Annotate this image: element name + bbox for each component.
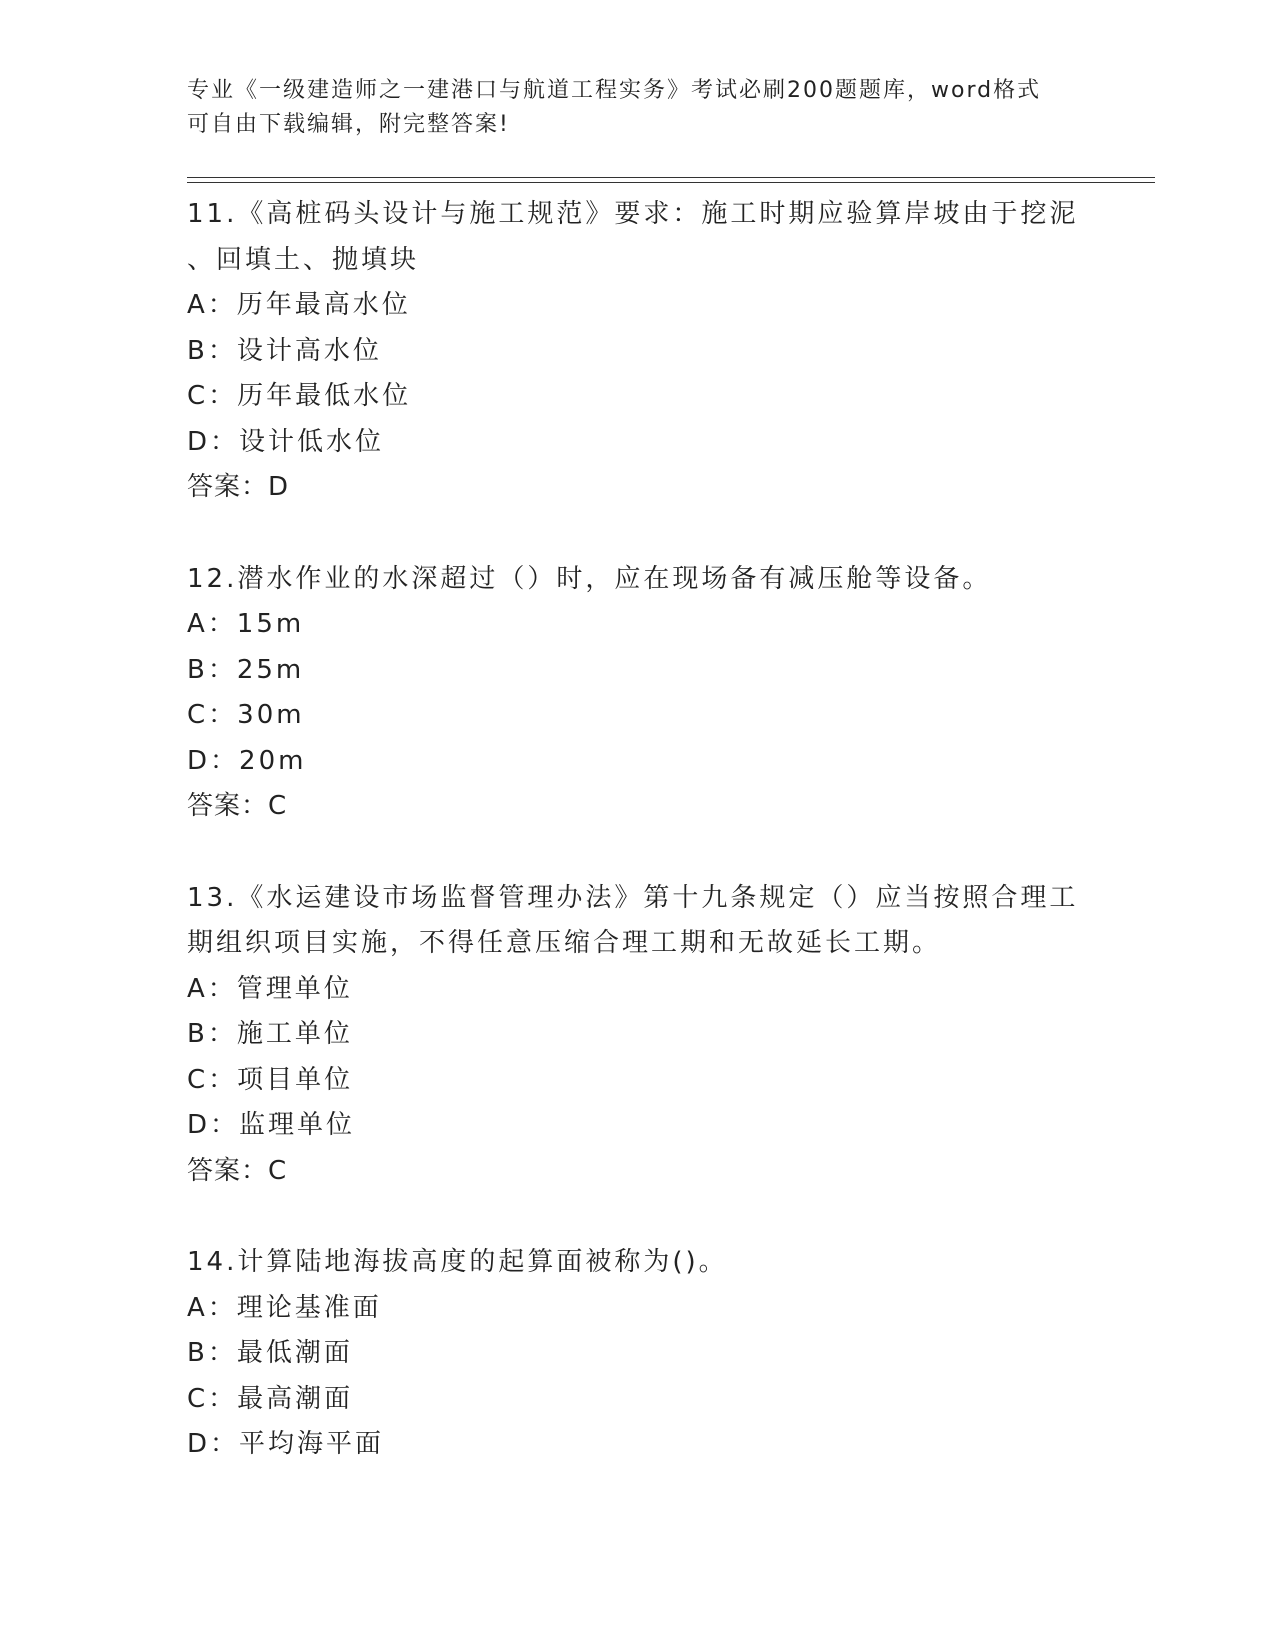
option-c: C：历年最低水位 xyxy=(187,381,412,411)
option-d: D：平均海平面 xyxy=(187,1429,385,1459)
answer: 答案：C xyxy=(187,1155,288,1186)
document-header xyxy=(187,74,1087,142)
question-stem: 14.计算陆地海拔高度的起算面被称为()。 xyxy=(187,1247,728,1277)
question-stem: 12.潜水作业的水深超过（）时，应在现场备有减压舱等设备。 xyxy=(187,563,992,594)
option-b: B：设计高水位 xyxy=(187,335,382,366)
option-a: A：15m xyxy=(187,609,305,639)
question-stem: 13.《水运建设市场监督管理办法》第十九条规定（）应当按照合理工 xyxy=(187,882,1079,913)
option-c: C：30m xyxy=(187,700,305,730)
header-rule-top xyxy=(187,177,1155,178)
option-a: A：管理单位 xyxy=(187,973,353,1004)
option-b: B：最低潮面 xyxy=(187,1338,353,1368)
question-list xyxy=(187,192,1087,1468)
option-b: B：施工单位 xyxy=(187,1019,353,1049)
question-12 xyxy=(187,557,1087,830)
question-13 xyxy=(187,876,1087,1195)
option-c: C：最高潮面 xyxy=(187,1383,354,1414)
answer: 答案：C xyxy=(187,791,288,821)
option-a: A：理论基准面 xyxy=(187,1292,382,1323)
question-14 xyxy=(187,1240,1087,1468)
question-stem: 期组织项目实施，不得任意压缩合理工期和无故延长工期。 xyxy=(187,928,942,958)
option-b: B：25m xyxy=(187,654,305,685)
option-a: A：历年最高水位 xyxy=(187,290,411,320)
question-stem: 11.《高桩码头设计与施工规范》要求：施工时期应验算岸坡由于挖泥 xyxy=(187,199,1079,229)
option-d: D：监理单位 xyxy=(187,1110,356,1140)
header-line-1: 专业《一级建造师之一建港口与航道工程实务》考试必刷200题题库，word格式 xyxy=(187,78,1042,103)
option-d: D：20m xyxy=(187,745,307,776)
option-d: D：设计低水位 xyxy=(187,426,385,457)
question-stem: 、回填土、抛填块 xyxy=(187,244,420,275)
header-line-2: 可自由下载编辑，附完整答案! xyxy=(187,112,510,137)
question-11 xyxy=(187,192,1087,511)
option-c: C：项目单位 xyxy=(187,1064,354,1095)
answer: 答案：D xyxy=(187,472,290,502)
header-rule-bottom xyxy=(187,182,1155,183)
